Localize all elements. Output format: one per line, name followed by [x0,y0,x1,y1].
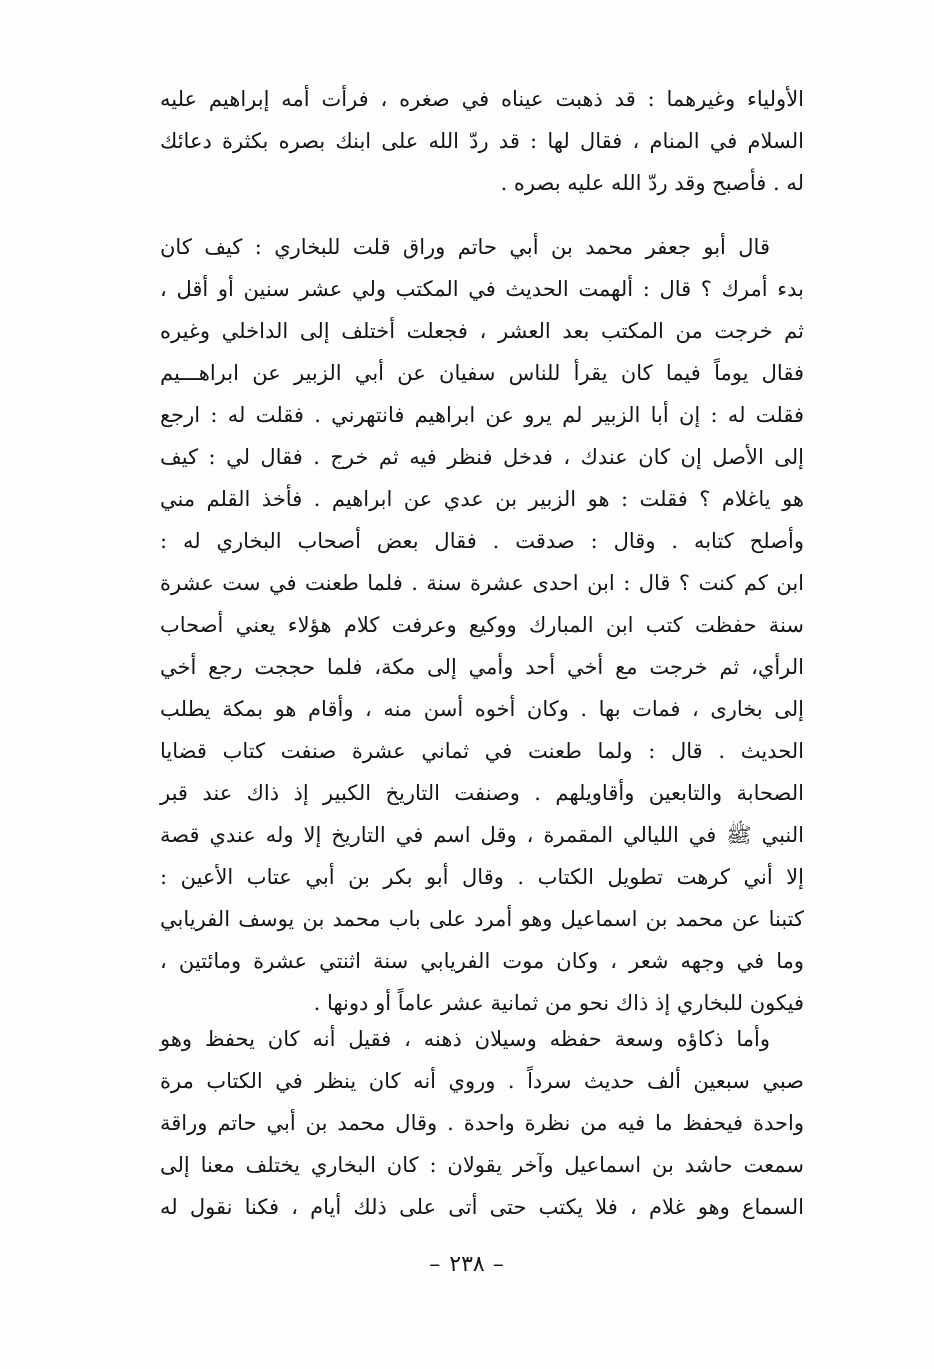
text-line: ابن كم كنت ؟ قال : ابن احدى عشرة سنة . فلما طعنت في ست عشرة [160,571,804,595]
text-line: فيكون للبخاري إذ ذاك نحو من ثمانية عشر عاماً أو دونها . [313,991,804,1015]
text-line: إلى بخارى ، فمات بها . وكان أخوه أسن منه ، وأقام هو بمكة يطلب [160,697,804,721]
dash-right: – [492,1252,505,1277]
text-line: السلام في المنام ، فقال لها : قد ردّ الله على ابنك بصره بكثرة دعائك [160,129,804,153]
text-line: سنة حفظت كتب ابن المبارك ووكيع وعرفت كلام هؤلاء يعني أصحاب [160,613,804,637]
text-line: إلا أني كرهت تطويل الكتاب . وقال أبو بكر بن أبي عتاب الأعين : [160,865,804,889]
text-line: له . فأصبح وقد ردّ الله عليه بصره . [500,171,804,195]
text-line: فقلت له : إن أبا الزبير لم يرو عن ابراهيم فانتهرني . فقلت له : ارجع [160,403,804,427]
text-line: قال أبو جعفر محمد بن أبي حاتم وراق قلت للبخاري : كيف كان [160,235,770,259]
text-line: الصحابة والتابعين وأقاويلهم . وصنفت التاريخ الكبير إذ ذاك عند قبر [160,781,804,805]
page-number-value: ٢٣٨ [449,1252,485,1277]
paragraph-1 [160,78,804,204]
text-line: الرأي، ثم خرجت مع أخي أحد وأمي إلى مكة، فلما حججت رجع أخي [160,655,804,679]
text-line: النبي ﷺ في الليالي المقمرة ، وقل اسم في التاريخ إلا وله عندي قصة [160,823,804,847]
text-line: ثم خرجت من المكتب بعد العشر ، فجعلت أختلف إلى الداخلي وغيره [160,319,804,343]
text-line: كتبنا عن محمد بن اسماعيل وهو أمرد على باب محمد بن يوسف الفريابي [160,907,804,931]
text-line: سمعت حاشد بن اسماعيل وآخر يقولان : كان البخاري يختلف معنا إلى [160,1153,804,1177]
dash-left: – [429,1252,442,1277]
text-line: صبي سبعين ألف حديث سرداً . وروي أنه كان ينظر في الكتاب مرة [160,1069,804,1093]
text-line: هو ياغلام ؟ فقلت : هو الزبير بن عدي عن ابراهيم . فأخذ القلم مني [160,487,804,511]
text-line: واحدة فيحفظ ما فيه من نظرة واحدة . وقال محمد بن أبي حاتم وراقة [160,1111,804,1135]
text-line: وما في وجهه شعر ، وكان موت الفريابي سنة اثنتي عشرة ومائتين ، [160,949,804,973]
text-line: وأما ذكاؤه وسعة حفظه وسيلان ذهنه ، فقيل أنه كان يحفظ وهو [160,1027,770,1051]
text-line: فقال يوماً فيما كان يقرأ للناس سفيان عن أبي الزبير عن ابراهـــيم [160,361,804,385]
text-line: بدء أمرك ؟ قال : ألهمت الحديث في المكتب ولي عشر سنين أو أقل ، [160,277,804,301]
paragraph-3 [160,1018,804,1228]
text-line: إلى الأصل إن كان عندك ، فدخل فنظر فيه ثم خرج . فقال لي : كيف [160,445,804,469]
paragraph-2 [160,226,804,1024]
text-line: الأولياء وغيرهما : قد ذهبت عيناه في صغره ، فرأت أمه إبراهيم عليه [160,87,804,111]
text-line: وأصلح كتابه . وقال : صدقت . فقال بعض أصحاب البخاري له : [160,529,804,553]
text-line: السماع وهو غلام ، فلا يكتب حتى أتى على ذلك أيام ، فكنا نقول له [160,1195,804,1219]
page-number [0,1249,934,1281]
text-line: الحديث . قال : ولما طعنت في ثماني عشرة صنفت كتاب قضايا [160,739,804,763]
